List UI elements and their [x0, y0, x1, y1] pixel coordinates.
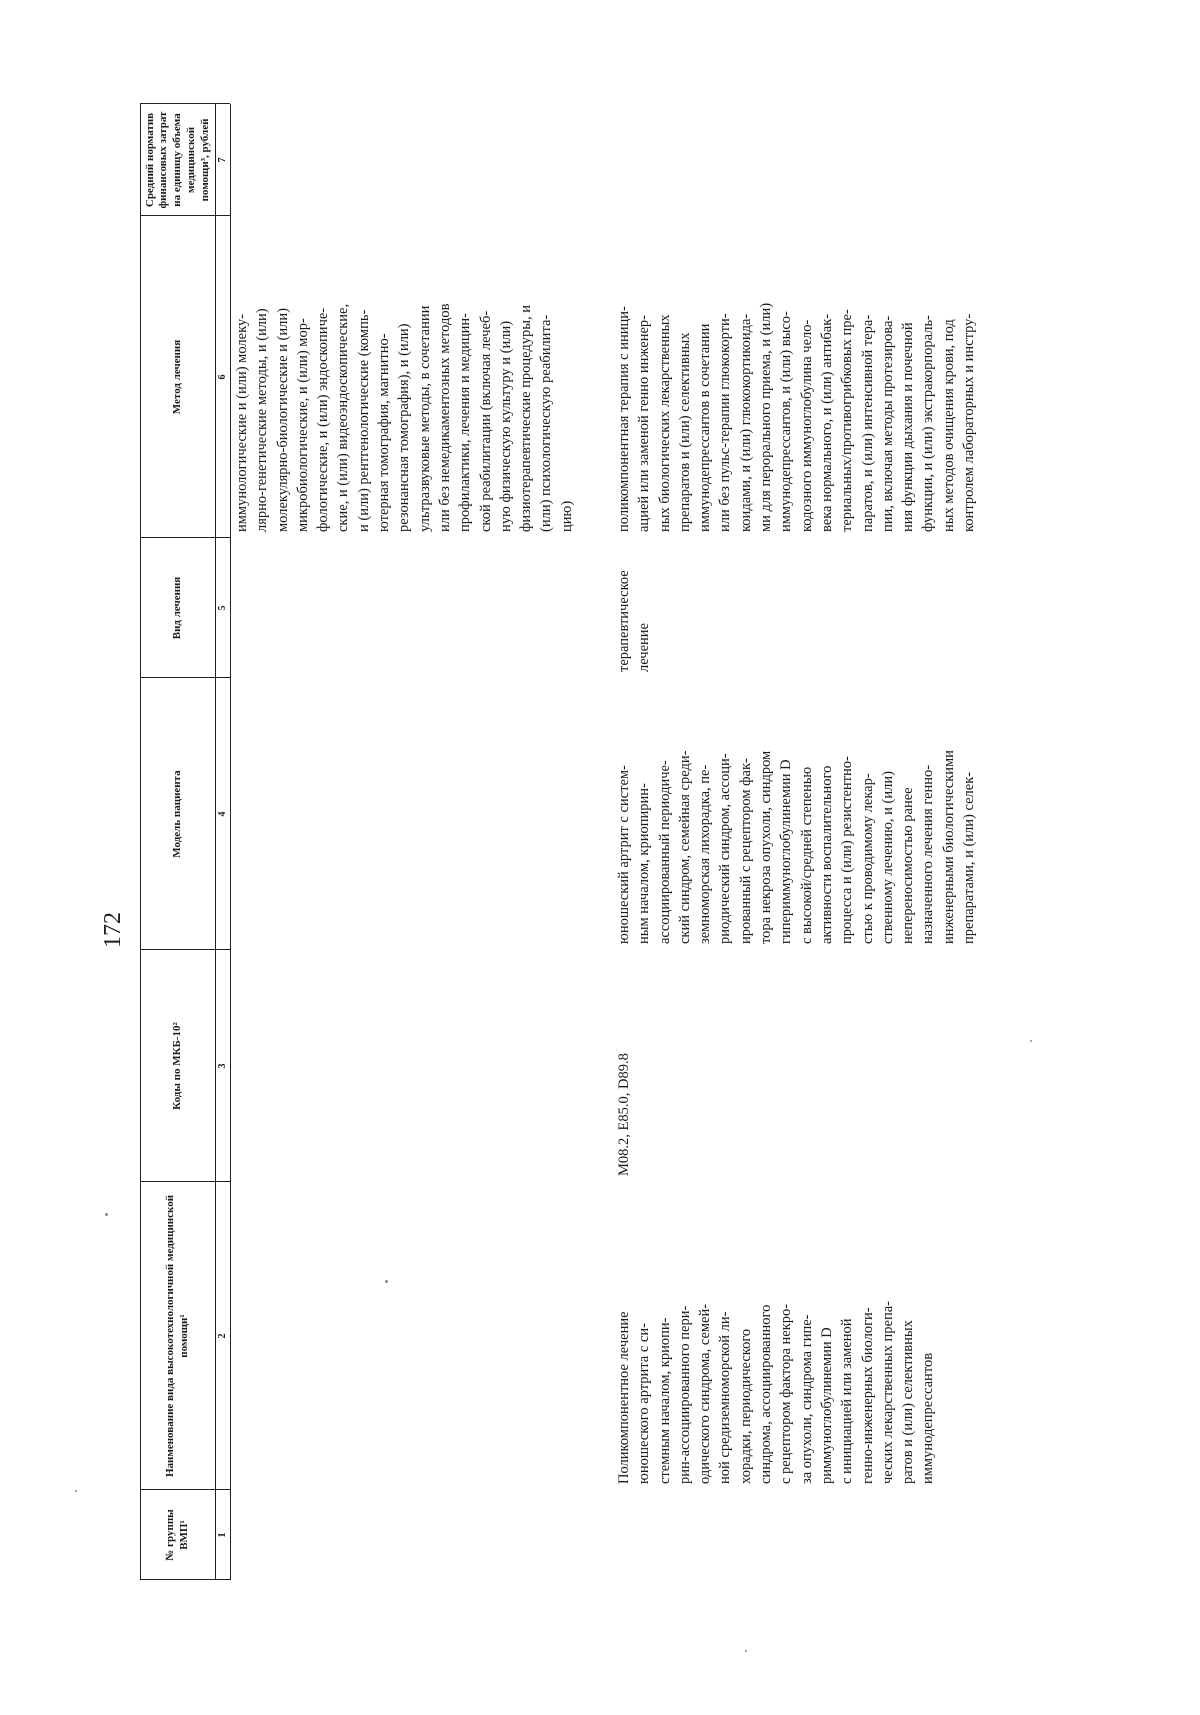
header-col-1-label: № группы ВМП¹	[164, 1509, 190, 1561]
treatment-table	[140, 100, 1140, 1580]
header-col-2	[140, 1182, 216, 1490]
header-col-3	[140, 950, 216, 1182]
colnum-5: 5	[216, 538, 231, 678]
column-divider	[140, 1489, 230, 1490]
row2-method: поликомпонентная терапия с иници- ацией или заменой генно инженер- ных биологических лекарственных препаратов и (или) селективных иммунодепрессантов в сочетании или без пульс-терапии глюкокорти- коидами, и (или) глюкокортикоида- ми для перорального приема, и (или) иммунодепрессантов, и (или) высо- кодозного иммуноглобулина чело- века нормального, и (или) антибак- териальных/противогрибковых пре- паратов, и (или) интенсивной тера- пии, включая методы протезирова- ния функции дыхания и почечной функции, и (или) экстракорпораль- ных методов очищения крови, под контролем лабораторных и инстру-	[616, 302, 978, 532]
header-col-6	[140, 216, 216, 538]
header-col-7-label: Средний норматив финансовых затрат на единицу объема медицинской помощи³, рублей	[143, 111, 211, 209]
row2-name: Поликомпонентное лечение юношеского артрита с си- стемным началом, криопи- рин-ассоциированного пери- одического синдрома, семей- ной средиземноморской ли- хорадки, периодического синдрома, ассоциированного с рецептором фактора некро- за опухоли, синдрома гипе- риммуноглобулинемии D с инициацией или заменой генно-инженерных биологи- ческих лекарственных препа- ратов и (или) селективных иммунодепрессантов	[616, 1301, 937, 1484]
header-col-4-label: Модель пациента	[171, 770, 184, 858]
column-divider	[140, 215, 230, 216]
colnum-1: 1	[216, 1490, 231, 1580]
scan-speck	[105, 1213, 108, 1216]
header-col-3-label: Коды по МКБ-10²	[171, 1022, 184, 1110]
column-divider	[140, 1579, 230, 1580]
header-col-2-label: Наименование вида высокотехнологичной медицинской помощи¹	[164, 1194, 190, 1478]
row2-treatment-type: терапевтическое лечение	[616, 570, 653, 672]
header-col-7	[140, 104, 216, 216]
scan-speck	[745, 1650, 747, 1652]
header-col-5-label: Вид лечения	[171, 576, 184, 640]
header-col-4	[140, 678, 216, 950]
column-divider	[140, 677, 230, 678]
scan-speck	[75, 1490, 77, 1492]
colnum-4: 4	[216, 678, 231, 950]
column-divider	[140, 103, 230, 104]
header-col-5	[140, 538, 216, 678]
column-divider	[140, 1181, 230, 1182]
row2-model: юношеский артрит с систем- ным началом, криопирин- ассоциированный периодиче- ский синдром, семейная среди- земноморская лихорадка, пе- риодический синдром, ассоци- ированный с рецептором фак- тора некроза опухоли, синдром гипериммуноглобулинемии D с высокой/средней степенью активности воспалительного процесса и (или) резистентно- стью к проводимому лекар- ственному лечению, и (или) непереносимостью ранее назначенного лечения генно- инженерными биологическими препаратами, и (или) селек-	[616, 750, 978, 944]
colnum-3: 3	[216, 950, 231, 1182]
column-divider	[140, 949, 230, 950]
page-number: 172	[100, 912, 126, 948]
rotated-page	[100, 80, 1140, 1580]
header-col-6-label: Метод лечения	[171, 339, 184, 415]
colnum-7: 7	[216, 104, 231, 216]
column-divider	[140, 537, 230, 538]
header-col-1	[140, 1490, 216, 1580]
colnum-2: 2	[216, 1182, 231, 1490]
row1-method: иммунологические и (или) молеку- лярно-генетические методы, и (или) молекулярно-биологические и (или) микробиологические, и (или) мор- фологические, и (или) эндоскопиче- ские, и (или) видеоэндоскопические, и (или) рентгенологические (компь- ютерная томография, магнитно- резонансная томография), и (или) ультразвуковые методы, в сочетании или без немедикаментозных методов профилактики, лечения и медицин- ской реабилитации (включая лечеб- ную физическую культуру и (или) физиотерапевтические процедуры, и (или) психологическую реабилита- цию)	[234, 303, 575, 532]
colnum-6: 6	[216, 216, 231, 538]
row2-codes: M08.2, E85.0, D89.8	[616, 1053, 632, 1176]
